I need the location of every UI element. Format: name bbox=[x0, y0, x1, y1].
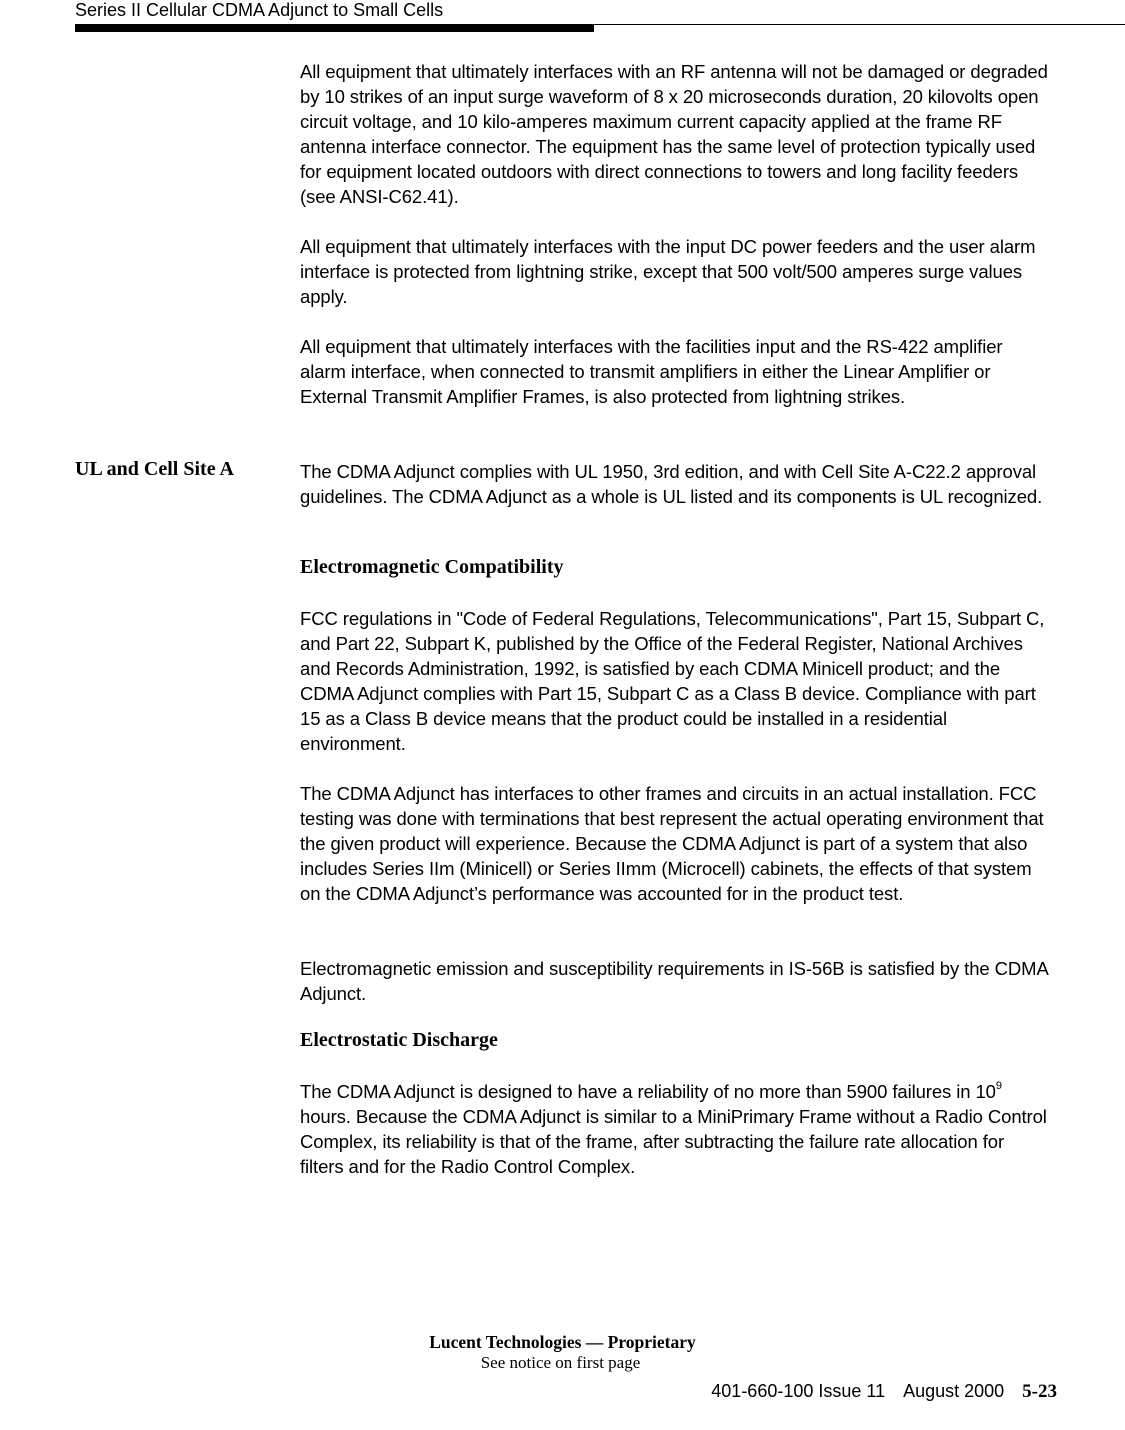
page-number: 5-23 bbox=[1022, 1381, 1057, 1402]
running-header-title: Series II Cellular CDMA Adjunct to Small Cells bbox=[75, 0, 444, 20]
ul-cell-site-heading: UL and Cell Site A bbox=[75, 458, 234, 480]
esd-paragraph bbox=[300, 1079, 1050, 1179]
lightning-paragraph-2 bbox=[300, 234, 1050, 309]
esd-text-before: The CDMA Adjunct is designed to have a reliability of no more than 5900 failures in 10 bbox=[300, 1081, 996, 1102]
body-paragraph: All equipment that ultimately interfaces with an RF antenna will not be damaged or degraded by 10 strikes of an input surge waveform of 8 x 20 microseconds duration, 20 kilovolts open circuit voltage, and 10 kilo-amperes maximum current capacity applied at the frame RF antenna interface connector. The equipment has the same level of protection typically used for equipment located outdoors with direct connections to towers and long facility feeders (see ANSI-C62.41). bbox=[300, 61, 1048, 207]
lightning-paragraph-3 bbox=[300, 334, 1050, 409]
emc-heading: Electromagnetic Compatibility bbox=[300, 556, 564, 578]
footer-doc-number: 401-660-100 Issue 11 bbox=[711, 1381, 886, 1401]
esd-heading: Electrostatic Discharge bbox=[300, 1029, 498, 1051]
body-paragraph: All equipment that ultimately interfaces with the facilities input and the RS-422 amplifier alarm interface, when connected to transmit amplifiers in either the Linear Amplifier or External Transmit Amplifier Frames, is also protected from lightning strikes. bbox=[300, 336, 1003, 407]
body-paragraph: Electromagnetic emission and susceptibility requirements in IS-56B is satisfied by the CDMA Adjunct. bbox=[300, 958, 1048, 1004]
body-paragraph: The CDMA Adjunct has interfaces to other frames and circuits in an actual installation. FCC testing was done with terminations that best represent the actual operating environment that the given product will experience. Because the CDMA Adjunct is part of a system that also includes Series IIm (Minicell) or Series IImm (Microcell) cabinets, the effects of that system on the CDMA Adjunct’s performance was accounted for in the product test. bbox=[300, 783, 1044, 904]
body-paragraph: All equipment that ultimately interfaces with the input DC power feeders and the user alarm interface is protected from lightning strike, except that 500 volt/500 amperes surge values apply. bbox=[300, 236, 1036, 307]
footer-notice: See notice on first page bbox=[480, 1353, 641, 1372]
header-rule-thick bbox=[75, 25, 594, 32]
lightning-paragraph-1 bbox=[300, 59, 1050, 209]
emc-paragraph-3 bbox=[300, 956, 1050, 1006]
body-paragraph: FCC regulations in "Code of Federal Regulations, Telecommunications", Part 15, Subpart C, and Part 22, Subpart K, published by the Office of the Federal Register, National Archives and Records Administration, 1992, is satisfied by each CDMA Minicell product; and the CDMA Adjunct complies with Part 15, Subpart C as a Class B device. Compliance with part 15 as a Class B device means that the product could be installed in a residential environment. bbox=[300, 608, 1045, 754]
emc-paragraph-2 bbox=[300, 781, 1050, 906]
footer-doc-info bbox=[711, 1379, 1057, 1404]
esd-text-after: hours. Because the CDMA Adjunct is similar to a MiniPrimary Frame without a Radio Control Complex, its reliability is that of the frame, after subtracting the failure rate allocation for filters and for the Radio Control Complex. bbox=[300, 1106, 1047, 1177]
body-paragraph: The CDMA Adjunct complies with UL 1950, 3rd edition, and with Cell Site A-C22.2 approval guidelines. The CDMA Adjunct as a whole is UL listed and its components is UL recognized. bbox=[300, 461, 1043, 507]
footer-company: Lucent Technologies — Proprietary bbox=[429, 1332, 696, 1352]
footer-date: August 2000 bbox=[903, 1381, 1005, 1401]
body-paragraph bbox=[300, 1079, 1050, 1179]
emc-paragraph-1 bbox=[300, 606, 1050, 756]
ul-paragraph bbox=[300, 459, 1050, 509]
exponent: 9 bbox=[995, 1079, 1002, 1092]
